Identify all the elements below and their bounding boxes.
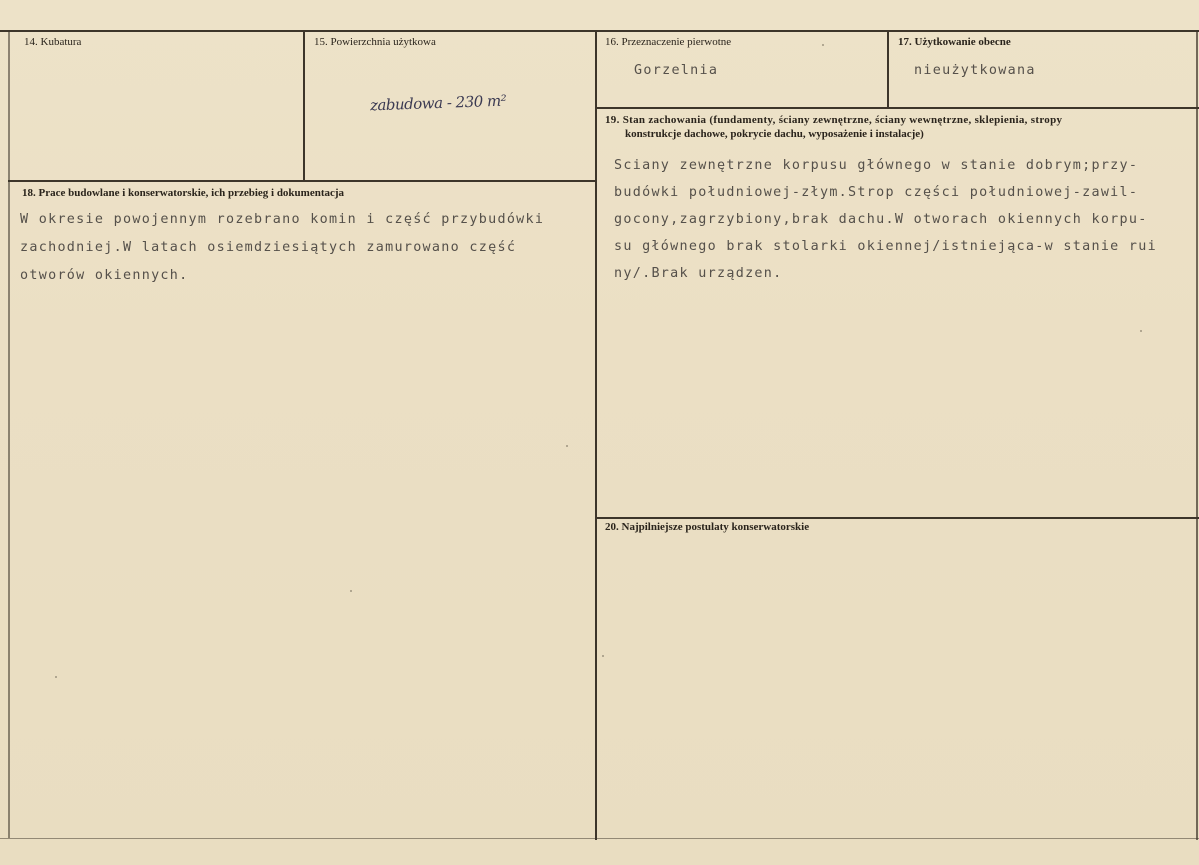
bottom-rule (0, 838, 1199, 839)
paper-speck (55, 676, 57, 678)
left-edge-rule (8, 30, 10, 838)
rule-right-mid (595, 517, 1199, 519)
powierzchnia-label: 15. Powierzchnia użytkowa (314, 36, 436, 48)
prace-label: 18. Prace budowlane i konserwatorskie, ich przebieg i dokumentacja (22, 187, 345, 199)
stan-label-line-1: 19. Stan zachowania (fundamenty, ściany zewnętrzne, ściany wewnętrzne, sklepienia, stropy (605, 114, 1063, 126)
top-rule (0, 30, 1199, 32)
kubatura-label: 14. Kubatura (24, 36, 82, 48)
rule-right-upper (595, 107, 1199, 109)
right-edge-rule (1196, 30, 1198, 840)
rule-v-uzytkowanie (887, 30, 889, 107)
prace-line-1: W okresie powojennym rozebrano komin i część przybudówki (20, 212, 545, 227)
prace-line-3: otworów okiennych. (20, 268, 189, 283)
rule-v-center (595, 30, 597, 840)
stan-label-line-2: konstrukcje dachowe, pokrycie dachu, wyposażenie i instalacje) (625, 128, 924, 140)
uzytkowanie-value: nieużytkowana (914, 63, 1036, 78)
postulaty-label: 20. Najpilniejsze postulaty konserwatorskie (605, 521, 810, 533)
paper-speck (1140, 330, 1142, 332)
uzytkowanie-label: 17. Użytkowanie obecne (898, 36, 1011, 48)
przeznaczenie-label: 16. Przeznaczenie pierwotne (605, 36, 732, 48)
paper-speck (602, 655, 604, 657)
rule-v-kubatura (303, 30, 305, 180)
paper-speck (566, 445, 568, 447)
stan-line-5: ny/.Brak urządzen. (614, 266, 783, 281)
stan-line-1: Sciany zewnętrzne korpusu głównego w stanie dobrym;przy- (614, 158, 1139, 173)
przeznaczenie-value: Gorzelnia (634, 63, 719, 78)
rule-left-mid (8, 180, 596, 182)
powierzchnia-handwritten: zabudowa - 230 m² (369, 91, 507, 115)
paper-speck (822, 44, 824, 46)
stan-line-2: budówki południowej-złym.Strop części południowej-zawil- (614, 185, 1139, 200)
paper-speck (350, 590, 352, 592)
stan-line-4: su głównego brak stolarki okiennej/istniejąca-w stanie rui (614, 239, 1157, 254)
prace-line-2: zachodniej.W latach osiemdziesiątych zamurowano część (20, 240, 517, 255)
stan-line-3: gocony,zagrzybiony,brak dachu.W otworach okiennych korpu- (614, 212, 1148, 227)
